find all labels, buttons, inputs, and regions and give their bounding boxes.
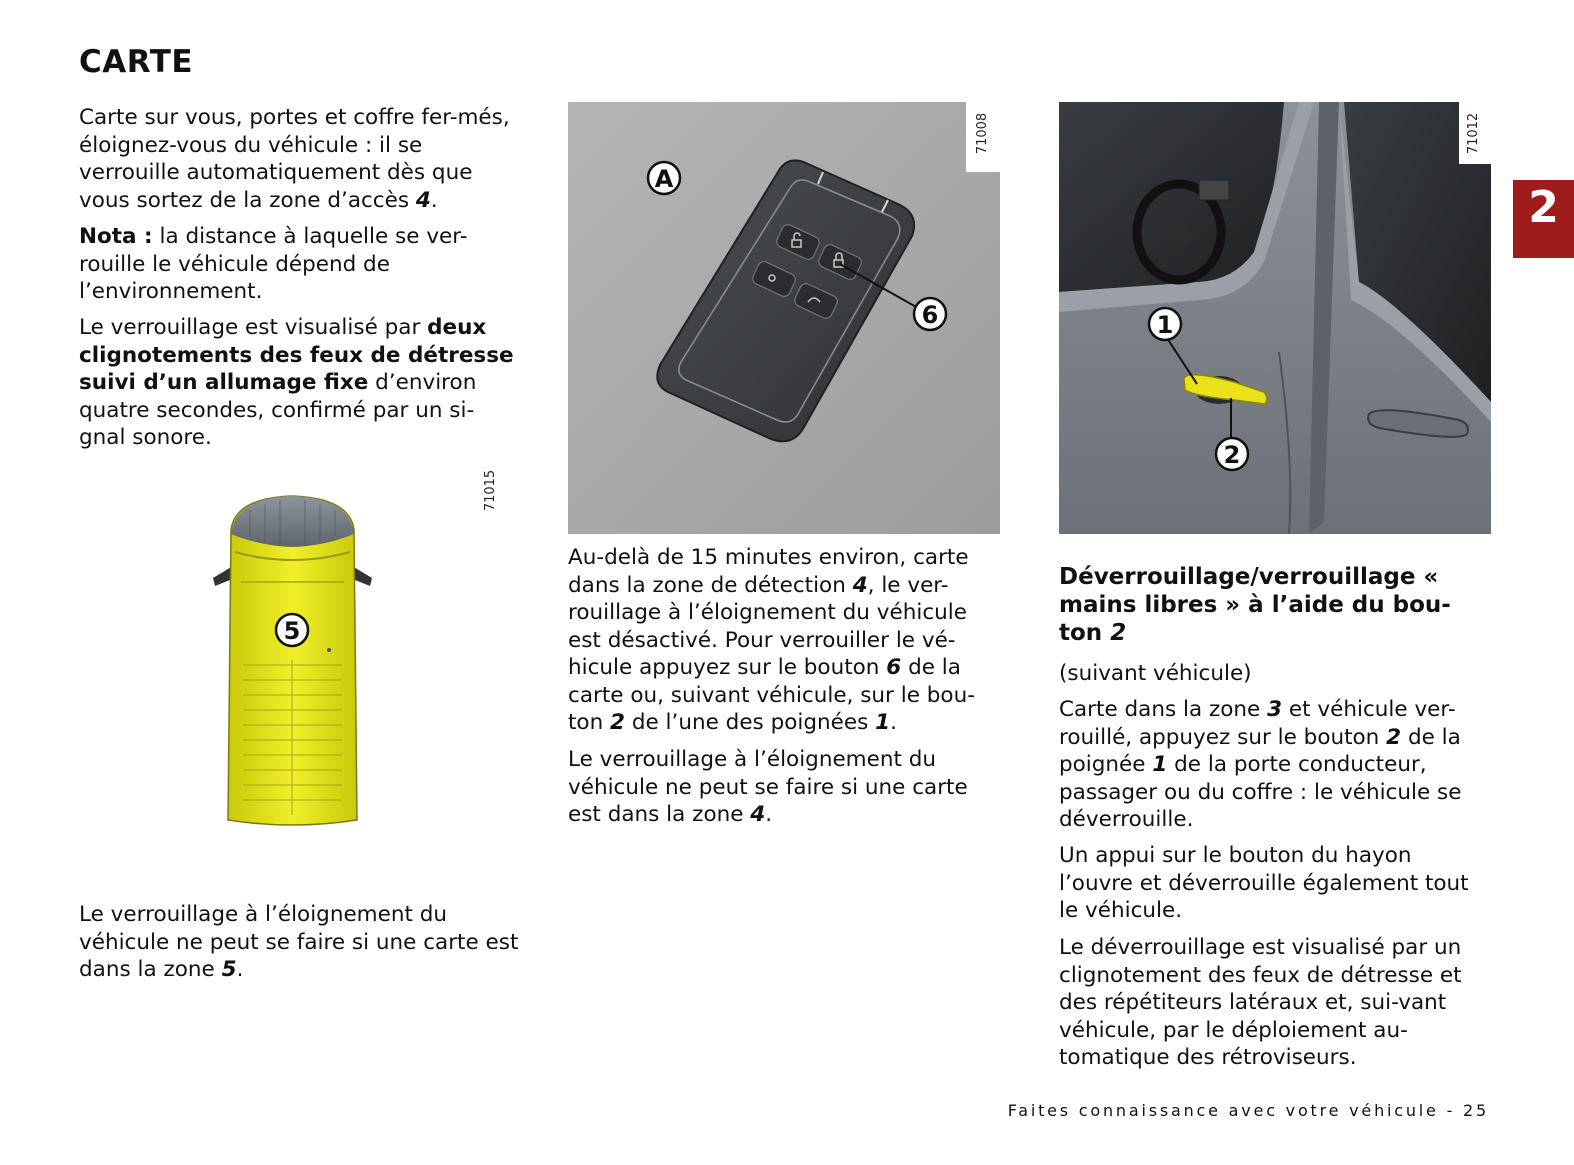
door-handle-figure: [1059, 102, 1491, 534]
figure-code: 71015: [483, 469, 499, 512]
callout-6-label: 6: [921, 301, 939, 329]
callout-5-label: 5: [283, 617, 301, 645]
paragraph-auto-lock: Carte sur vous, portes et coffre fer-més, éloignez-vous du véhicule : il se verrouille automatiquement dès que vous sortez de la zone d’accès 4.: [79, 105, 510, 213]
section-subheading: Déverrouillage/verrouillage « mains libres » à l’aide du bou-ton 2: [1059, 564, 1451, 646]
page-title: CARTE: [79, 44, 194, 80]
van-top-view-figure: [205, 490, 380, 835]
paragraph-lock-signal: Le verrouillage est visualisé par deux clignotements des feux de détresse suivi d’un allumage fixe d’environ quatre secondes, confirmé par un si-gnal sonore.: [79, 315, 514, 450]
paragraph-tailgate: Un appui sur le bouton du hayon l’ouvre et déverrouille également tout le véhicule.: [1059, 843, 1469, 923]
callout-1-label: 1: [1156, 311, 1174, 339]
callout-2-label: 2: [1223, 441, 1241, 469]
note-label: Nota :: [79, 224, 153, 249]
paragraph-zone4: Le verrouillage à l’éloignement du véhicule ne peut se faire si une carte est dans la zone 4.: [568, 747, 968, 827]
figure-label-a: A: [654, 165, 674, 193]
paragraph-unlock-button: Carte dans la zone 3 et véhicule ver-rouillé, appuyez sur le bouton 2 de la poignée 1 de la porte conducteur, passager ou du coffre : le véhicule se déverrouille.: [1059, 697, 1462, 832]
chapter-tab: [1513, 180, 1574, 258]
paragraph-unlock-signal: Le déverrouillage est visualisé par un clignotement des feux de détresse et des répétiteurs latéraux et, sui-vant véhicule, par le déploiement au-tomatique des rétroviseurs.: [1059, 935, 1462, 1070]
figure-code: 71012: [1466, 112, 1482, 155]
paragraph-depending-vehicle: (suivant véhicule): [1059, 661, 1252, 686]
chapter-number: 2: [1528, 182, 1559, 233]
paragraph-note: Nota : la distance à laquelle se ver-rouille le véhicule dépend de l’environnement.: [79, 224, 468, 304]
paragraph-15-minutes: Au-delà de 15 minutes environ, carte dans la zone de détection 4, le ver-rouillage à l’éloignement du véhicule est désactivé. Pour verrouiller le vé-hicule appuyez sur le bouton 6 de la carte ou, suivant véhicule, sur le bou-ton 2 de l’une des poignées 1.: [568, 545, 975, 735]
paragraph-zone5: Le verrouillage à l’éloignement du véhicule ne peut se faire si une carte est dans la zone 5.: [79, 902, 519, 982]
keycard-figure: [568, 102, 1000, 534]
page-footer: Faites connaissance avec votre véhicule - 25: [1007, 1101, 1489, 1120]
figure-code: 71008: [975, 112, 991, 155]
